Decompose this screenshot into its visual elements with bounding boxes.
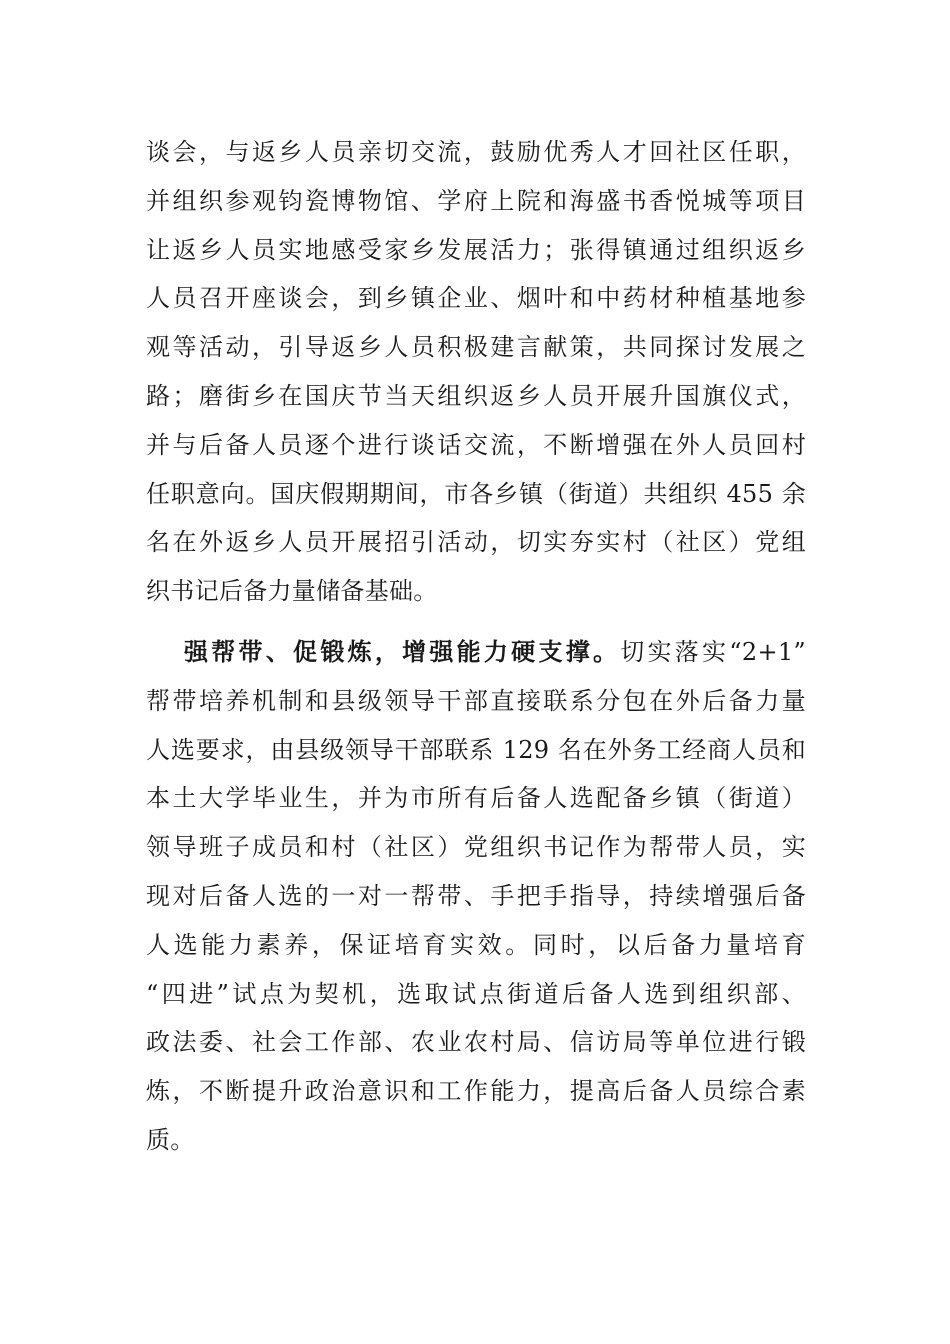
paragraph-line: 并组织参观钧瓷博物馆、学府上院和海盛书香悦城等项目: [146, 186, 806, 215]
paragraph-line: 人员召开座谈会，到乡镇企业、烟叶和中药材种植基地参: [146, 284, 806, 313]
paragraph-first-line: [146, 628, 806, 677]
paragraph-line: 政法委、社会工作部、农业农村局、信访局等单位进行锻: [146, 1028, 806, 1057]
paragraph-line: “四进”试点为契机，选取试点街道后备人选到组织部、: [146, 979, 806, 1008]
paragraph-mentoring: [146, 628, 806, 1165]
paragraph-line: 帮带培养机制和县级领导干部直接联系分包在外后备力量: [146, 686, 806, 715]
paragraph-returnees: [146, 128, 806, 616]
paragraph-line-rest: 切实落实“2+1”: [620, 638, 806, 666]
paragraph-line: 现对后备人选的一对一帮带、手把手指导，持续增强后备: [146, 881, 806, 910]
paragraph-line: 名在外返乡人员开展招引活动，切实夯实村（社区）党组: [146, 528, 806, 557]
paragraph-line: 让返乡人员实地感受家乡发展活力；张得镇通过组织返乡: [146, 235, 806, 264]
paragraph-line: 人选能力素养，保证培育实效。同时，以后备力量培育: [146, 930, 806, 959]
paragraph-line: 任职意向。国庆假期期间，市各乡镇（街道）共组织 455 余: [146, 479, 806, 508]
section-heading: 强帮带、促锻炼，增强能力硬支撑。: [184, 637, 621, 666]
paragraph-line: 并与后备人员逐个进行谈话交流，不断增强在外人员回村: [146, 430, 806, 459]
paragraph-line: 炼，不断提升政治意识和工作能力，提高后备人员综合素: [146, 1077, 806, 1106]
paragraph-line: 领导班子成员和村（社区）党组织书记作为帮带人员，实: [146, 833, 806, 862]
paragraph-line: 人选要求，由县级领导干部联系 129 名在外务工经商人员和: [146, 735, 806, 764]
paragraph-line: 谈会，与返乡人员亲切交流，鼓励优秀人才回社区任职，: [146, 138, 806, 166]
paragraph-line: 观等活动，引导返乡人员积极建言献策，共同探讨发展之: [146, 333, 806, 362]
paragraph-line: 织书记后备力量储备基础。: [146, 577, 438, 606]
paragraph-line: 本土大学毕业生，并为市所有后备人选配备乡镇（街道）: [146, 784, 806, 813]
paragraph-line: 质。: [146, 1125, 195, 1154]
paragraph-line: 路；磨街乡在国庆节当天组织返乡人员开展升国旗仪式，: [146, 381, 806, 410]
